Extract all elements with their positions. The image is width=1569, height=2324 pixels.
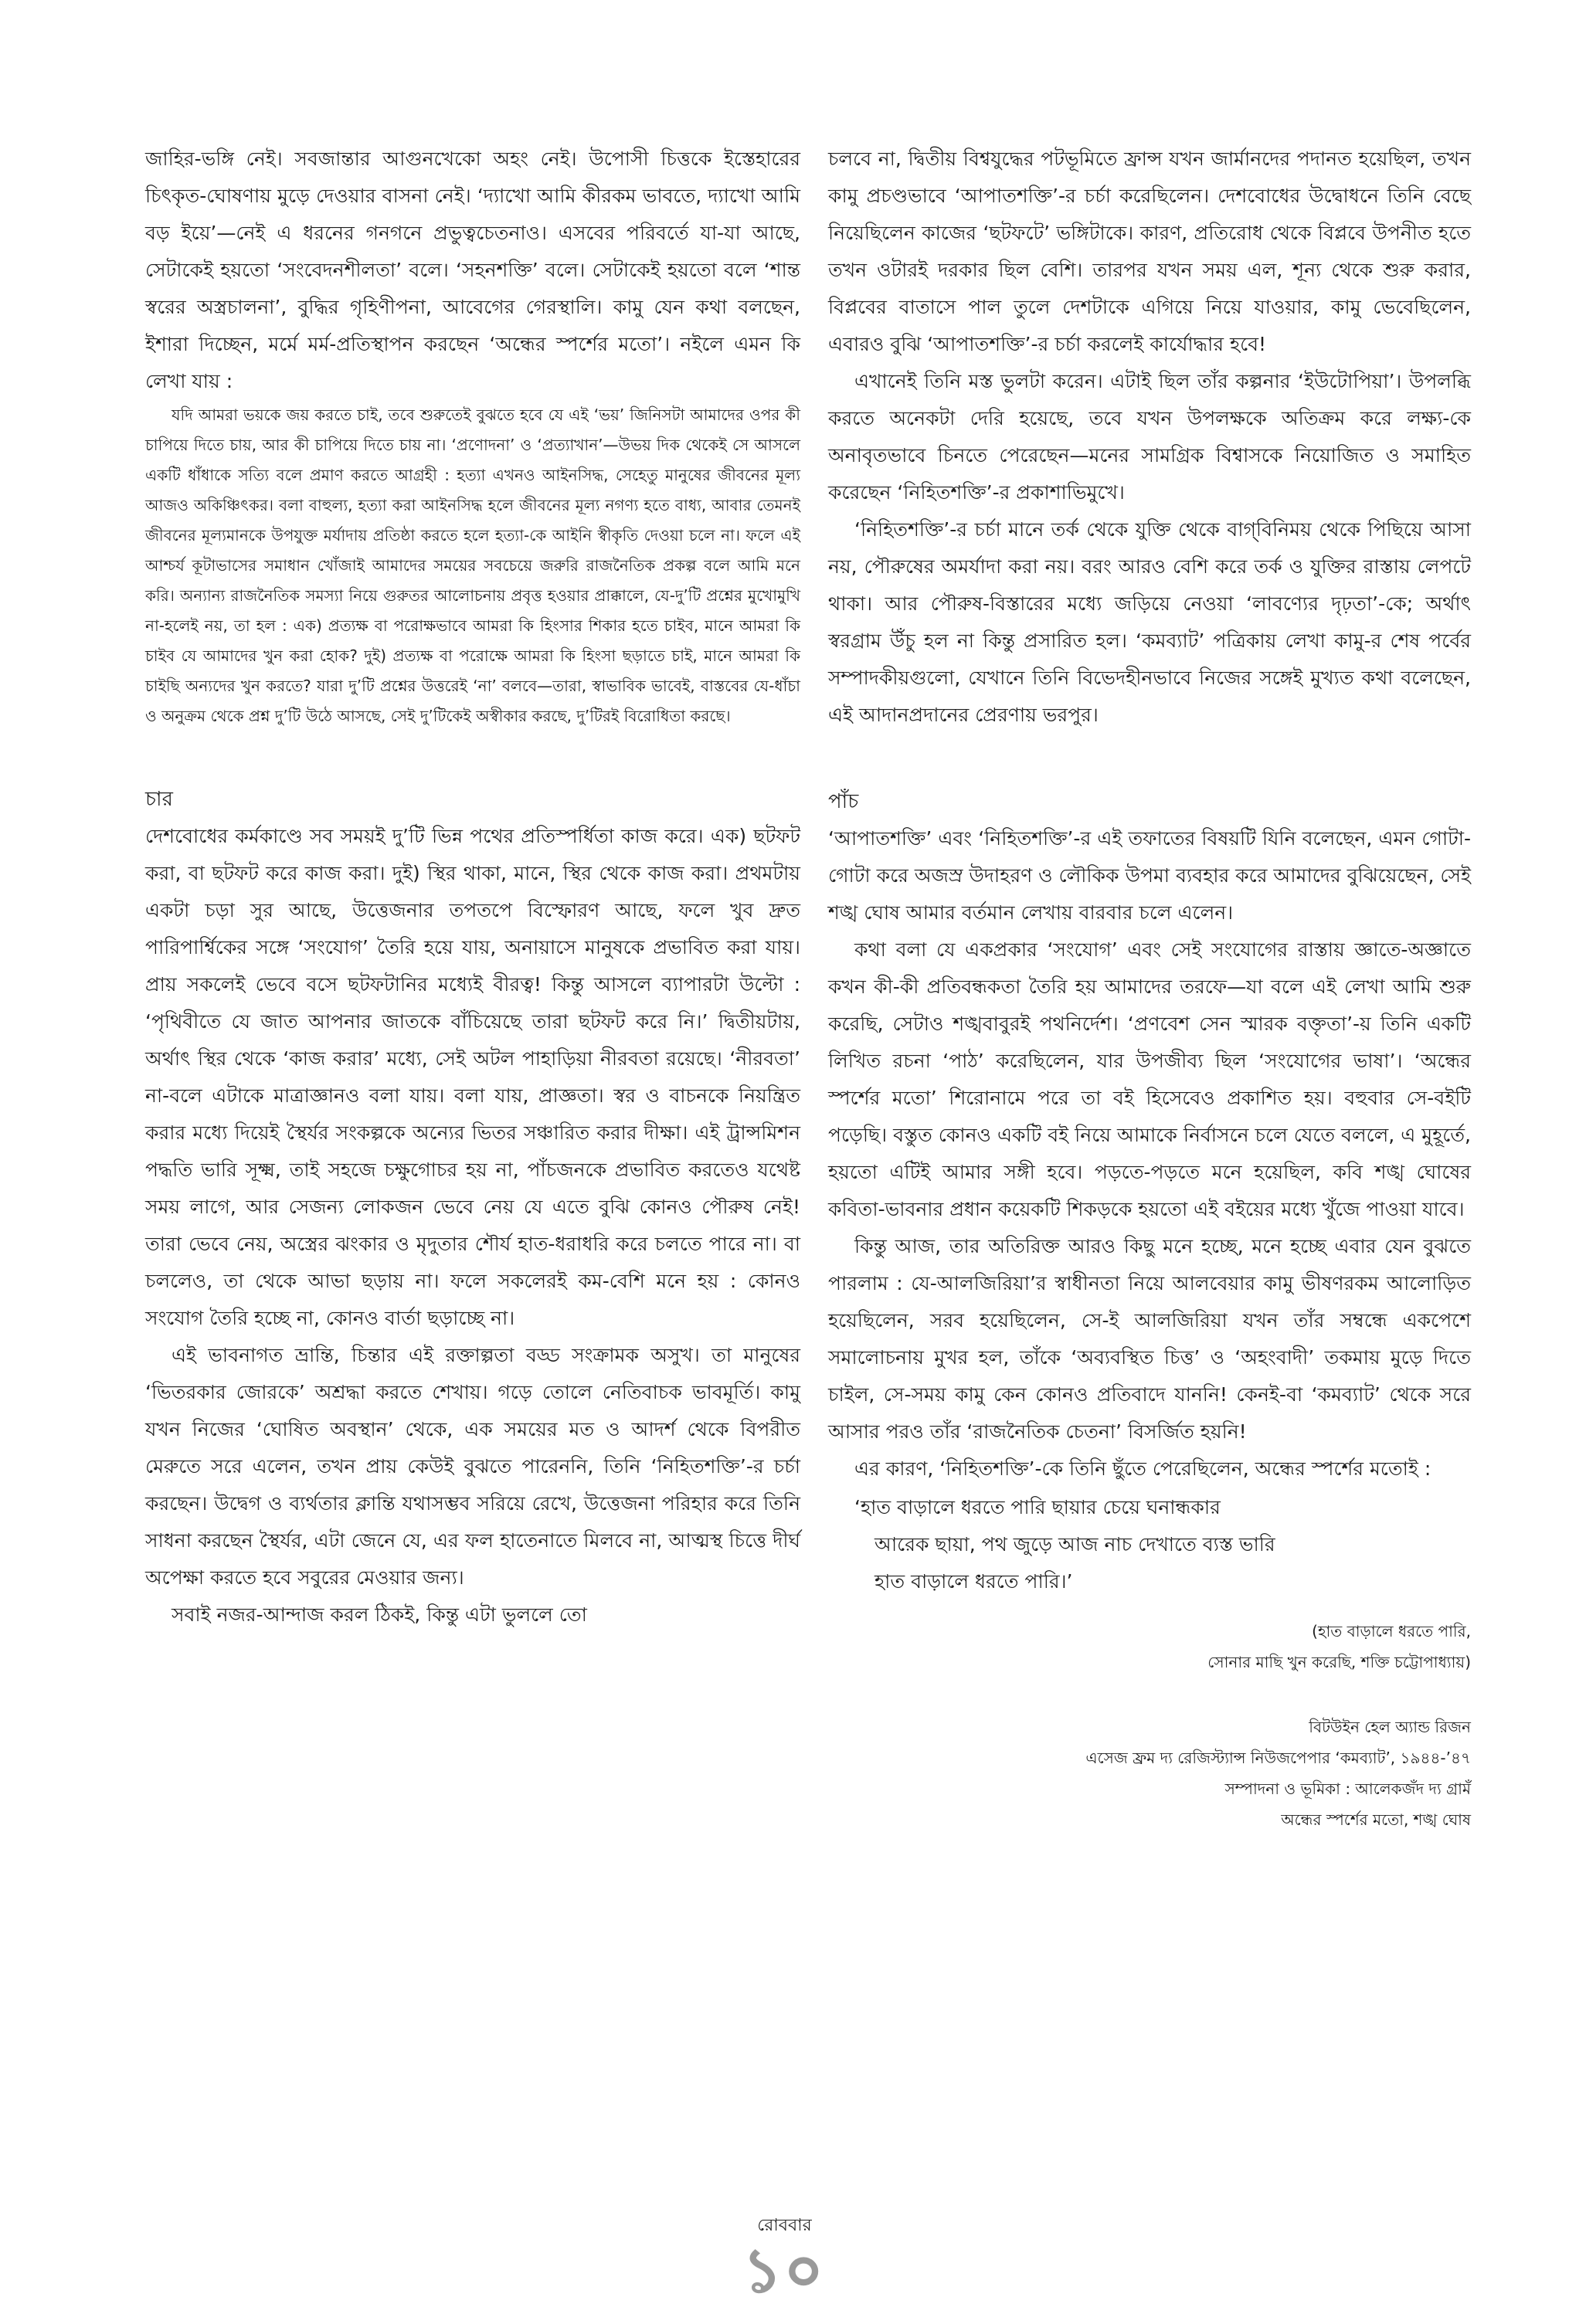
magazine-name: রোববার (757, 2216, 812, 2235)
poem-credit-line-1: (হাত বাড়ালে ধরতে পারি, (1312, 1622, 1471, 1640)
right-paragraph-1: চলবে না, দ্বিতীয় বিশ্বযুদ্ধের পটভূমিতে ফ্রান্স যখন জার্মানদের পদানত হয়েছিল, তখন কামু প্রচণ্ডভাবে ‘আপাতশক্তি’-র চর্চা করেছিলেন। দেশবোধের উদ্বোধনে তিনি বেছে নিয়েছিলেন কাজের ‘ছটফটে’ ভঙ্গিটাকে। কারণ, প্রতিরোধ থেকে বিপ্লবে উপনীত হতে তখন ওটারই দরকার ছিল বেশি। তারপর যখন সময় এল, শূন্য থেকে শুরু করার, বিপ্লবের বাতাসে পাল তুলে দেশটাকে এগিয়ে নিয়ে যাওয়ার, কামু ভেবেছিলেন, এবারও বুঝি ‘আপাতশক্তি’-র চর্চা করলেই কার্যোদ্ধার হবে! (828, 148, 1471, 355)
poem-credit (828, 1616, 1471, 1678)
page-number: ১০ (743, 2236, 826, 2305)
reference-item: এসেজ ফ্রম দ্য রেজিস্ট্যান্স নিউজপেপার ‘কমব্যাট’, ১৯৪৪-’৪৭ (1085, 1749, 1471, 1767)
left-paragraph-2: দেশবোধের কর্মকাণ্ডে সব সময়ই দু’টি ভিন্ন পথের প্রতিস্পর্ধিতা কাজ করে। এক) ছটফট করা, বা ছটফট করে কাজ করা। দুই) স্থির থাকা, মানে, স্থির থেকে কাজ করা। প্রথমটায় একটা চড়া সুর আছে, উত্তেজনার তপতপে বিস্ফোরণ আছে, ফলে খুব দ্রুত পারিপার্শ্বিকের সঙ্গে ‘সংযোগ’ তৈরি হয়ে যায়, অনায়াসে মানুষকে প্রভাবিত করা যায়। প্রায় সকলেই ভেবে বসে ছটফটানির মধ্যেই বীরত্ব! কিন্তু আসলে ব্যাপারটা উল্টো : ‘পৃথিবীতে যে জাত আপনার জাতকে বাঁচিয়েছে তারা ছটফট করে নি।’ দ্বিতীয়টায়, অর্থাৎ স্থির থেকে ‘কাজ করার’ মধ্যে, সেই অটল পাহাড়িয়া নীরবতা রয়েছে। ‘নীরবতা’ না-বলে এটাকে মাত্রাজ্ঞানও বলা যায়। বলা যায়, প্রাজ্ঞতা। স্বর ও বাচনকে নিয়ন্ত্রিত করার মধ্যে দিয়েই স্থৈর্যর সংকল্পকে অন্যের ভিতর সঞ্চারিত করার দীক্ষা। এই ট্রান্সমিশন পদ্ধতি ভারি সূক্ষ্ম, তাই সহজে চক্ষুগোচর হয় না, পাঁচজনকে প্রভাবিত করতেও যথেষ্ট সময় লাগে, আর সেজন্য লোকজন ভেবে নেয় যে এতে বুঝি কোনও পৌরুষ নেই! তারা ভেবে নেয়, অস্ত্রের ঝংকার ও মৃদুতার শৌর্য হাত-ধরাধরি করে চলতে পারে না। বা চললেও, তা থেকে আভা ছড়ায় না। ফলে সকলেরই কম-বেশি মনে হয় : কোনও সংযোগ তৈরি হচ্ছে না, কোনও বার্তা ছড়াচ্ছে না। (145, 825, 800, 1329)
section-heading-five: পাঁচ (828, 790, 859, 813)
block-quote (145, 400, 800, 731)
poem-line: হাত বাড়ালে ধরতে পারি।’ (874, 1570, 1073, 1593)
right-paragraph-3: ‘নিহিতশক্তি’-র চর্চা মানে তর্ক থেকে যুক্তি থেকে বাগ্‌বিনিময় থেকে পিছিয়ে আসা নয়, পৌরুষের অমর্যাদা করা নয়। বরং আরও বেশি করে তর্ক ও যুক্তির রাস্তায় লেপটে থাকা। আর পৌরুষ-বিস্তারের মধ্যে জড়িয়ে নেওয়া ‘লাবণ্যের দৃঢ়তা’-কে; অর্থাৎ স্বরগ্রাম উঁচু হল না কিন্তু প্রসারিত হল। ‘কমব্যাট’ পত্রিকায় লেখা কামু-র শেষ পর্বের সম্পাদকীয়গুলো, যেখানে তিনি বিভেদহীনভাবে নিজের সঙ্গেই মুখ্যত কথা বলেছেন, এই আদানপ্রদানের প্রেরণায় ভরপুর। (828, 518, 1471, 726)
reference-item: অন্ধের স্পর্শের মতো, শঙ্খ ঘোষ (1281, 1810, 1471, 1829)
poem-quote (828, 1489, 1471, 1600)
reference-item: বিটউইন হেল অ্যান্ড রিজন (1309, 1718, 1471, 1736)
right-paragraph-4: ‘আপাতশক্তি’ এবং ‘নিহিতশক্তি’-র এই তফাতের বিষয়টি যিনি বলেছেন, এমন গোটা-গোটা করে অজস্র উদাহরণ ও লৌকিক উপমা ব্যবহার করে আমাদের বুঝিয়েছেন, সেই শঙ্খ ঘোষ আমার বর্তমান লেখায় বারবার চলে এলেন। (828, 827, 1472, 924)
poem-line: ‘হাত বাড়ালে ধরতে পারি ছায়ার চেয়ে ঘনান্ধকার (854, 1496, 1221, 1518)
section-heading-four: চার (145, 788, 173, 811)
left-paragraph-4: সবাই নজর-আন্দাজ করল ঠিকই, কিন্তু এটা ভুললে তো (172, 1603, 587, 1626)
left-paragraph-1: জাহির-ভঙ্গি নেই। সবজান্তার আগুনখেকো অহং নেই। উপোসী চিত্তকে ইস্তেহারের চিৎকৃত-ঘোষণায় মুড়ে দেওয়ার বাসনা নেই। ‘দ্যাখো আমি কীরকম ভাবতে, দ্যাখো আমি বড় ইয়ে’—নেই এ ধরনের গনগনে প্রভুত্বচেতনাও। এসবের পরিবর্তে যা-যা আছে, সেটাকেই হয়তো ‘সংবেদনশীলতা’ বলে। ‘সহনশক্তি’ বলে। সেটাকেই হয়তো বলে ‘শান্ত স্বরের অস্ত্রচালনা’, বুদ্ধির গৃহিণীপনা, আবেগের গেরস্থালি। কামু যেন কথা বলছেন, ইশারা দিচ্ছেন, মর্মে মর্ম-প্রতিস্থাপন করছেন ‘অন্ধের স্পর্শের মতো’। নইলে এমন কি লেখা যায় : (145, 148, 800, 392)
right-paragraph-2: এখানেই তিনি মস্ত ভুলটা করেন। এটাই ছিল তাঁর কল্পনার ‘ইউটোপিয়া’। উপলব্ধি করতে অনেকটা দেরি হয়েছে, তবে যখন উপলক্ষকে অতিক্রম করে লক্ষ্য-কে অনাবৃতভাবে চিনতে পেরেছেন—মনের সামগ্রিক বিশ্বাসকে নিয়োজিত ও সমাহিত করেছেন ‘নিহিতশক্তি’-র প্রকাশাভিমুখে। (828, 370, 1471, 504)
right-paragraph-7: এর কারণ, ‘নিহিতশক্তি’-কে তিনি ছুঁতে পেরেছিলেন, অন্ধের স্পর্শের মতোই : (854, 1457, 1431, 1480)
right-column (828, 141, 1471, 1835)
left-column (145, 141, 800, 1634)
poem-line: আরেক ছায়া, পথ জুড়ে আজ নাচ দেখাতে ব্যস্ত ভারি (874, 1533, 1275, 1556)
block-quote-text: যদি আমরা ভয়কে জয় করতে চাই, তবে শুরুতেই বুঝতে হবে যে এই ‘ভয়’ জিনিসটা আমাদের ওপর কী চাপিয়ে দিতে চায়, আর কী চাপিয়ে দিতে চায় না। ‘প্রণোদনা’ ও ‘প্রত্যাখান’—উভয় দিক থেকেই সে আসলে একটি ধাঁধাকে সত্যি বলে প্রমাণ করতে আগ্রহী : হত্যা এখনও আইনসিদ্ধ, সেহেতু মানুষের জীবনের মূল্য আজও অকিঞ্চিৎকর। বলা বাহুল্য, হত্যা করা আইনসিদ্ধ হলে জীবনের মূল্য নগণ্য হতে বাধ্য, আবার তেমনই জীবনের মূল্যমানকে উপযুক্ত মর্যাদায় প্রতিষ্ঠা করতে হলে হত্যা-কে আইনি স্বীকৃতি দেওয়া চলে না। ফলে এই আশ্চর্য কূটাভাসের সমাধান খোঁজাই আমাদের সময়ের সবচেয়ে জরুরি রাজনৈতিক প্রকল্প বলে আমি মনে করি। অন্যান্য রাজনৈতিক সমস্যা নিয়ে গুরুতর আলোচনায় প্রবৃত্ত হওয়ার প্রাক্কালে, যে-দু’টি প্রশ্নের মুখোমুখি না-হলেই নয়, তা হল : এক) প্রত্যক্ষ বা পরোক্ষভাবে আমরা কি হিংসার শিকার হতে চাইব, মানে আমরা কি চাইব যে আমাদের খুন করা হোক? দুই) প্রত্যক্ষ বা পরোক্ষে আমরা কি হিংসা ছড়াতে চাই, মানে আমরা কি চাইছি অন্যদের খুন করতে? যারা দু’টি প্রশ্নের উত্তরেই ‘না’ বলবে—তারা, স্বাভাবিক ভাবেই, বাস্তবের যে-ধাঁচা ও অনুক্রম থেকে প্রশ্ন দু’টি উঠে আসছে, সেই দু’টিকেই অস্বীকার করছে, দু’টিরই বিরোধিতা করছে। (145, 405, 800, 725)
reference-item: সম্পাদনা ও ভূমিকা : আলেকজঁদ দ্য গ্রামঁ (1224, 1779, 1471, 1798)
poem-credit-line-2: সোনার মাছি খুন করেছি, শক্তি চট্টোপাধ্যায়) (1207, 1653, 1471, 1671)
right-paragraph-6: কিন্তু আজ, তার অতিরিক্ত আরও কিছু মনে হচ্ছে, মনে হচ্ছে এবার যেন বুঝতে পারলাম : যে-আলজিরিয়া’র স্বাধীনতা নিয়ে আলবেয়ার কামু ভীষণরকম আলোড়িত হয়েছিলেন, সরব হয়েছিলেন, সে-ই আলজিরিয়া যখন তাঁর সম্বন্ধে একপেশে সমালোচনায় মুখর হল, তাঁকে ‘অব্যবস্থিত চিত্ত’ ও ‘অহংবাদী’ তকমায় মুড়ে দিতে চাইল, সে-সময় কামু কেন কোনও প্রতিবাদে যাননি! কেনই-বা ‘কমব্যাট’ থেকে সরে আসার পরও তাঁর ‘রাজনৈতিক চেতনা’ বিসর্জিত হয়নি! (828, 1235, 1471, 1443)
left-paragraph-3: এই ভাবনাগত ভ্রান্তি, চিন্তার এই রক্তাল্পতা বড্ড সংক্রামক অসুখ। তা মানুষের ‘ভিতরকার জোরকে’ অশ্রদ্ধা করতে শেখায়। গড়ে তোলে নেতিবাচক ভাবমূর্তি। কামু যখন নিজের ‘ঘোষিত অবস্থান’ থেকে, এক সময়ের মত ও আদর্শ থেকে বিপরীত মেরুতে সরে এলেন, তখন প্রায় কেউই বুঝতে পারেননি, তিনি ‘নিহিতশক্তি’-র চর্চা করছেন। উদ্বেগ ও ব্যর্থতার ক্লান্তি যথাসম্ভব সরিয়ে রেখে, উত্তেজনা পরিহার করে তিনি সাধনা করছেন স্থৈর্যর, এটা জেনে যে, এর ফল হাতেনাতে মিলবে না, আত্মস্থ চিত্তে দীর্ঘ অপেক্ষা করতে হবে সবুরের মেওয়ার জন্য। (145, 1344, 800, 1589)
right-paragraph-5: কথা বলা যে একপ্রকার ‘সংযোগ’ এবং সেই সংযোগের রাস্তায় জ্ঞাতে-অজ্ঞাতে কখন কী-কী প্রতিবন্ধকতা তৈরি হয় আমাদের তরফে—যা বলে এই লেখা আমি শুরু করেছি, সেটাও শঙ্খবাবুরই পথনির্দেশ। ‘প্রণবেশ সেন স্মারক বক্তৃতা’-য় তিনি একটি লিখিত রচনা ‘পাঠ’ করেছিলেন, যার উপজীব্য ছিল ‘সংযোগের ভাষা’। ‘অন্ধের স্পর্শের মতো’ শিরোনামে পরে তা বই হিসেবেও প্রকাশিত হয়। বহুবার সে-বইটি পড়েছি। বস্তুত কোনও একটি বই নিয়ে আমাকে নির্বাসনে চলে যেতে বললে, এ মুহূর্তে, হয়তো এটিই আমার সঙ্গী হবে। পড়তে-পড়তে মনে হয়েছিল, কবি শঙ্খ ঘোষের কবিতা-ভাবনার প্রধান কয়েকটি শিকড়কে হয়তো এই বইয়ের মধ্যে খুঁজে পাওয়া যাবে। (828, 938, 1471, 1220)
references (828, 1712, 1471, 1835)
